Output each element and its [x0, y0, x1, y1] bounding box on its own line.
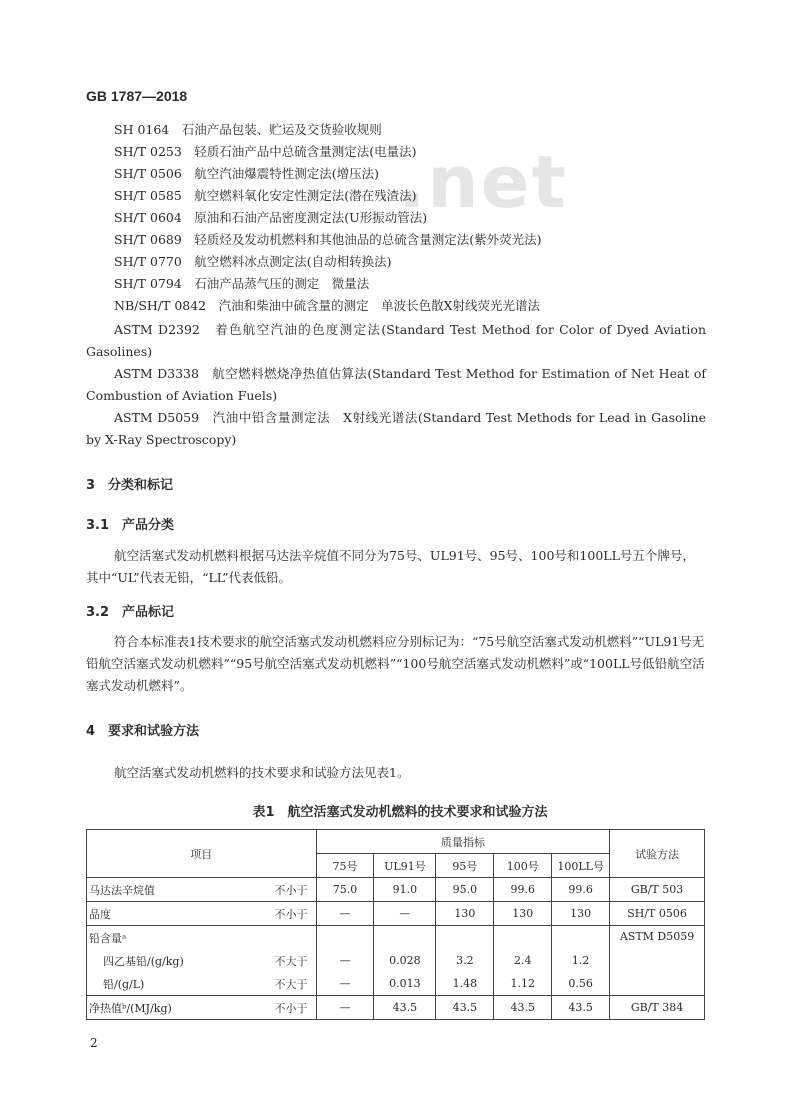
- ref-item: SH/T 0794 石油产品蒸气压的测定 微量法: [114, 276, 370, 291]
- cell-method: ASTM D5059: [610, 926, 705, 996]
- paragraph: 航空活塞式发动机燃料根据马达法辛烷值不同分为75号、UL91号、95号、100号和100LL号五个牌号，其中“UL”代表无铅，“LL”代表低铅。: [86, 548, 695, 585]
- table-row: [87, 878, 705, 902]
- cell: 75.0: [316, 878, 374, 902]
- cell: 0.013: [374, 972, 436, 996]
- cell: —: [316, 996, 374, 1020]
- table-caption: 表1 航空活塞式发动机燃料的技术要求和试验方法: [252, 805, 548, 820]
- grade-header: 100号: [494, 854, 552, 878]
- section-heading: 3 分类和标记: [86, 478, 174, 493]
- grade-header: UL91号: [374, 854, 436, 878]
- subsection-heading: 3.2 产品标记: [86, 605, 175, 620]
- ref-item: SH/T 0506 航空汽油爆震特性测定法(增压法): [114, 166, 380, 181]
- cell: 130: [494, 902, 552, 926]
- grade-header: 95号: [436, 854, 494, 878]
- ref-item-long: ASTM D3338 航空燃料燃烧净热值估算法(Standard Test Method for Estimation of Net Heat of Combustion of Aviation Fuels): [86, 366, 706, 403]
- table-row: [87, 902, 705, 926]
- cell: —: [316, 949, 374, 972]
- cell: 43.5: [374, 996, 436, 1020]
- table-row: [87, 996, 705, 1020]
- page-number: 2: [90, 1036, 98, 1050]
- cell: 3.2: [436, 949, 494, 972]
- row-cond: 不小于: [274, 883, 308, 897]
- row-name: 铅/(g/L): [103, 977, 145, 991]
- row-name: 铅含量ᵃ: [87, 926, 317, 950]
- row-cond: 不小于: [274, 1001, 308, 1015]
- row-name: 品度: [89, 907, 111, 921]
- spec-table: [86, 829, 705, 1020]
- grade-header: 100LL号: [552, 854, 610, 878]
- row-name: 马达法辛烷值: [89, 883, 155, 897]
- row-cond: 不小于: [274, 907, 308, 921]
- header-quality: 质量指标: [316, 830, 610, 854]
- cell: 43.5: [494, 996, 552, 1020]
- cell: —: [316, 972, 374, 996]
- cell: 91.0: [374, 878, 436, 902]
- ref-item-long: ASTM D2392 着色航空汽油的色度测定法(Standard Test Method for Color of Dyed Aviation Gasolines): [86, 322, 706, 359]
- row-cond: 不大于: [274, 977, 308, 991]
- ref-item: SH/T 0770 航空燃料冰点测定法(自动相转换法): [114, 254, 392, 269]
- ref-item: SH/T 0689 轻质烃及发动机燃料和其他油品的总硫含量测定法(紫外荧光法): [114, 232, 542, 247]
- watermark: .net: [398, 140, 568, 224]
- cell-method: GB/T 384: [610, 996, 705, 1020]
- cell: 95.0: [436, 878, 494, 902]
- section-heading: 4 要求和试验方法: [86, 724, 200, 739]
- ref-item: SH/T 0604 原油和石油产品密度测定法(U形振动管法): [114, 210, 428, 225]
- row-name: 四乙基铅/(g/kg): [103, 954, 184, 968]
- cell: 99.6: [494, 878, 552, 902]
- cell: 43.5: [552, 996, 610, 1020]
- table-row: [87, 926, 705, 950]
- cell: 130: [552, 902, 610, 926]
- cell: 1.2: [552, 949, 610, 972]
- paragraph: 符合本标准表1技术要求的航空活塞式发动机燃料应分别标记为：“75号航空活塞式发动机燃料”“UL91号无铅航空活塞式发动机燃料”“95号航空活塞式发动机燃料”“100号航空活塞式发动机燃料”或“100LL号低铅航空活塞式发动机燃料”。: [86, 634, 705, 693]
- cell: 1.12: [494, 972, 552, 996]
- header-item: 项目: [87, 830, 317, 878]
- cell: —: [316, 902, 374, 926]
- cell: 43.5: [436, 996, 494, 1020]
- ref-item: SH/T 0585 航空燃料氧化安定性测定法(潜在残渣法): [114, 188, 417, 203]
- standard-header: GB 1787—2018: [86, 88, 188, 104]
- cell: 0.028: [374, 949, 436, 972]
- cell: —: [374, 902, 436, 926]
- subsection-heading: 3.1 产品分类: [86, 518, 175, 533]
- cell: 99.6: [552, 878, 610, 902]
- ref-item: SH/T 0253 轻质石油产品中总硫含量测定法(电量法): [114, 144, 417, 159]
- cell-method: GB/T 503: [610, 878, 705, 902]
- paragraph: 航空活塞式发动机燃料的技术要求和试验方法见表1。: [114, 765, 410, 780]
- cell: 0.56: [552, 972, 610, 996]
- ref-item-long: ASTM D5059 汽油中铅含量测定法 X射线光谱法(Standard Test Methods for Lead in Gasoline by X-Ray Spectroscopy): [86, 410, 706, 447]
- row-name: 净热值ᵇ/(MJ/kg): [89, 1001, 172, 1015]
- header-method: 试验方法: [610, 830, 705, 878]
- cell: 130: [436, 902, 494, 926]
- ref-item: NB/SH/T 0842 汽油和柴油中硫含量的测定 单波长色散X射线荧光光谱法: [114, 298, 541, 313]
- row-cond: 不大于: [274, 954, 308, 968]
- cell: 2.4: [494, 949, 552, 972]
- cell-method: SH/T 0506: [610, 902, 705, 926]
- grade-header: 75号: [316, 854, 374, 878]
- cell: 1.48: [436, 972, 494, 996]
- ref-item: SH 0164 石油产品包装、贮运及交货验收规则: [114, 122, 382, 137]
